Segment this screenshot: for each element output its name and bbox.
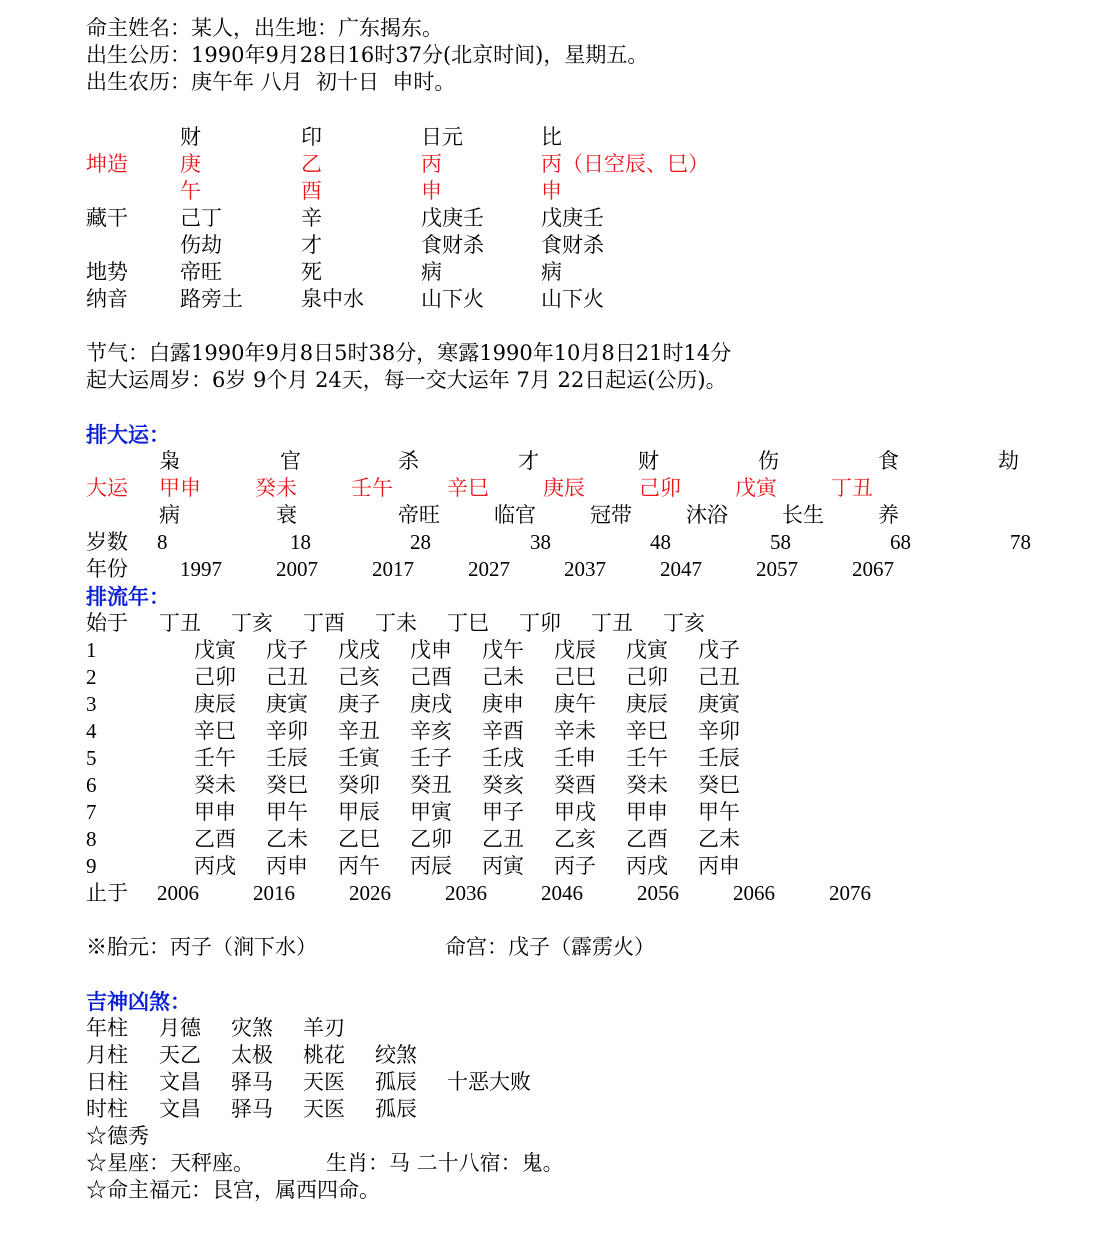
shensha-item: 天乙 <box>159 1043 201 1067</box>
liunian-row-index: 3 <box>86 692 97 716</box>
dayun-year: 2027 <box>468 557 510 581</box>
liunian-end-year: 2006 <box>157 881 199 905</box>
liunian-start-cell: 丁巳 <box>447 611 489 635</box>
dayun-stage: 冠带 <box>590 503 632 527</box>
liunian-cell: 戊戌 <box>338 638 380 662</box>
liunian-end-year: 2076 <box>829 881 871 905</box>
liunian-row-index: 1 <box>86 638 97 662</box>
liunian-cell: 乙丑 <box>482 827 524 851</box>
nayin-label: 纳音 <box>86 287 128 311</box>
liunian-end-year: 2046 <box>541 881 583 905</box>
liunian-cell: 乙酉 <box>626 827 668 851</box>
dayun-pillar: 壬午 <box>351 476 393 500</box>
dishi-cell: 病 <box>421 260 442 284</box>
pillar-stem: 丙（日空辰、巳） <box>541 152 709 176</box>
dayun-stage: 沐浴 <box>686 503 728 527</box>
liunian-cell: 甲寅 <box>410 800 452 824</box>
liunian-cell: 己酉 <box>410 665 452 689</box>
liunian-cell: 壬寅 <box>338 746 380 770</box>
liunian-start-cell: 丁卯 <box>519 611 561 635</box>
hidden-stem: 戊庚壬 <box>421 206 484 230</box>
dayun-stage: 帝旺 <box>398 503 440 527</box>
liunian-cell: 己卯 <box>194 665 236 689</box>
pillar-god: 财 <box>180 125 201 149</box>
lunar-birth-line: 出生农历：庚午年 八月 初十日 申时。 <box>86 70 456 94</box>
liunian-cell: 辛丑 <box>338 719 380 743</box>
shensha-item: 孤辰 <box>375 1097 417 1121</box>
jieqi-line: 节气：白露1990年9月8日5时38分，寒露1990年10月8日21时14分 <box>86 341 732 365</box>
liunian-cell: 戊子 <box>698 638 740 662</box>
liunian-row-index: 7 <box>86 800 97 824</box>
liunian-cell: 辛巳 <box>194 719 236 743</box>
dishi-label: 地势 <box>86 260 128 284</box>
dayun-stage: 病 <box>159 503 180 527</box>
pillar-stem: 庚 <box>180 152 201 176</box>
liunian-cell: 庚戌 <box>410 692 452 716</box>
liunian-cell: 癸卯 <box>338 773 380 797</box>
liunian-cell: 乙未 <box>266 827 308 851</box>
dishi-cell: 死 <box>301 260 322 284</box>
liunian-cell: 癸巳 <box>698 773 740 797</box>
dayun-pillar: 戊寅 <box>735 476 777 500</box>
dayun-year: 2037 <box>564 557 606 581</box>
hidden-stem: 己丁 <box>180 206 222 230</box>
liunian-cell: 辛卯 <box>266 719 308 743</box>
liunian-cell: 丙申 <box>266 854 308 878</box>
liunian-cell: 丙寅 <box>482 854 524 878</box>
liunian-cell: 辛亥 <box>410 719 452 743</box>
dayun-year: 1997 <box>180 557 222 581</box>
dayun-god: 食 <box>878 449 899 473</box>
shensha-item: 太极 <box>231 1043 273 1067</box>
liunian-cell: 丙戌 <box>194 854 236 878</box>
liunian-cell: 壬午 <box>194 746 236 770</box>
liunian-start-cell: 丁亥 <box>231 611 273 635</box>
liunian-end-year: 2066 <box>733 881 775 905</box>
liunian-cell: 庚辰 <box>626 692 668 716</box>
xingzuo: ☆星座：天秤座。 <box>86 1151 254 1175</box>
shensha-pillar-label: 月柱 <box>86 1043 128 1067</box>
dayun-stage: 长生 <box>782 503 824 527</box>
liunian-row-index: 8 <box>86 827 97 851</box>
liunian-cell: 癸丑 <box>410 773 452 797</box>
liunian-cell: 乙巳 <box>338 827 380 851</box>
liunian-title: 排流年： <box>86 584 170 609</box>
pillar-god: 印 <box>301 125 322 149</box>
liunian-cell: 庚午 <box>554 692 596 716</box>
dayun-god: 才 <box>518 449 539 473</box>
dayun-pillar: 辛巳 <box>447 476 489 500</box>
liunian-cell: 己卯 <box>626 665 668 689</box>
shensha-item: 文昌 <box>159 1070 201 1094</box>
dayun-age: 58 <box>770 530 791 554</box>
liunian-start-cell: 丁丑 <box>159 611 201 635</box>
dayun-god: 官 <box>280 449 301 473</box>
liunian-row-index: 6 <box>86 773 97 797</box>
liunian-cell: 己巳 <box>554 665 596 689</box>
liunian-cell: 癸巳 <box>266 773 308 797</box>
dayun-pillar: 甲申 <box>159 476 201 500</box>
liunian-cell: 癸未 <box>626 773 668 797</box>
dayun-pillar: 癸未 <box>255 476 297 500</box>
liunian-cell: 庚寅 <box>698 692 740 716</box>
shensha-pillar-label: 日柱 <box>86 1070 128 1094</box>
liunian-cell: 庚寅 <box>266 692 308 716</box>
liunian-cell: 乙卯 <box>410 827 452 851</box>
liunian-cell: 癸酉 <box>554 773 596 797</box>
dayun-age: 18 <box>290 530 311 554</box>
liunian-cell: 庚辰 <box>194 692 236 716</box>
liunian-cell: 乙酉 <box>194 827 236 851</box>
nayin-cell: 山下火 <box>541 287 604 311</box>
shensha-item: 桃花 <box>303 1043 345 1067</box>
liunian-end-year: 2036 <box>445 881 487 905</box>
dayun-god: 财 <box>638 449 659 473</box>
liunian-cell: 庚申 <box>482 692 524 716</box>
qiyun-line: 起大运周岁：6岁 9个月 24天，每一交大运年 7月 22日起运(公历)。 <box>86 368 727 392</box>
liunian-start-cell: 丁丑 <box>591 611 633 635</box>
liunian-cell: 壬辰 <box>698 746 740 770</box>
liunian-cell: 乙未 <box>698 827 740 851</box>
liunian-cell: 甲午 <box>266 800 308 824</box>
dayun-year: 2047 <box>660 557 702 581</box>
dishi-cell: 病 <box>541 260 562 284</box>
pillar-branch: 申 <box>541 179 562 203</box>
dishi-cell: 帝旺 <box>180 260 222 284</box>
pillar-god: 日元 <box>421 125 463 149</box>
liunian-start-cell: 丁亥 <box>663 611 705 635</box>
liunian-cell: 甲申 <box>194 800 236 824</box>
start-label: 始于 <box>86 611 128 635</box>
dayun-age: 38 <box>530 530 551 554</box>
liunian-cell: 甲辰 <box>338 800 380 824</box>
liunian-row-index: 4 <box>86 719 97 743</box>
stems-label: 坤造 <box>86 152 128 176</box>
shensha-item: 孤辰 <box>375 1070 417 1094</box>
liunian-cell: 壬申 <box>554 746 596 770</box>
minggong: 命宫：戊子（霹雳火） <box>445 935 655 959</box>
shensha-item: 绞煞 <box>375 1043 417 1067</box>
nayin-cell: 山下火 <box>421 287 484 311</box>
liunian-cell: 甲戌 <box>554 800 596 824</box>
liunian-cell: 壬辰 <box>266 746 308 770</box>
hidden-stems-label: 藏干 <box>86 206 128 230</box>
shensha-item: 驿马 <box>231 1070 273 1094</box>
hidden-god: 伤劫 <box>180 233 222 257</box>
shensha-title: 吉神凶煞： <box>86 989 191 1014</box>
dayun-title: 排大运： <box>86 422 170 447</box>
dayun-god: 枭 <box>159 449 180 473</box>
end-label: 止于 <box>86 881 128 905</box>
liunian-end-year: 2056 <box>637 881 679 905</box>
nayin-cell: 泉中水 <box>301 287 364 311</box>
shensha-item: 天医 <box>303 1097 345 1121</box>
shensha-pillar-label: 时柱 <box>86 1097 128 1121</box>
dexiu-line: ☆德秀 <box>86 1124 149 1148</box>
shensha-item: 驿马 <box>231 1097 273 1121</box>
shensha-item: 月德 <box>159 1016 201 1040</box>
shengxiao: 生肖：马 二十八宿：鬼。 <box>326 1151 564 1175</box>
hidden-god: 才 <box>301 233 322 257</box>
liunian-cell: 己丑 <box>698 665 740 689</box>
hidden-god: 食财杀 <box>541 233 604 257</box>
hidden-stem: 戊庚壬 <box>541 206 604 230</box>
liunian-cell: 甲申 <box>626 800 668 824</box>
dayun-pillar: 丁丑 <box>831 476 873 500</box>
liunian-cell: 己未 <box>482 665 524 689</box>
liunian-cell: 丙申 <box>698 854 740 878</box>
nayin-cell: 路旁土 <box>180 287 243 311</box>
shensha-item: 灾煞 <box>231 1016 273 1040</box>
dayun-year: 2007 <box>276 557 318 581</box>
dayun-stage: 衰 <box>276 503 297 527</box>
liunian-cell: 辛未 <box>554 719 596 743</box>
liunian-row-index: 5 <box>86 746 97 770</box>
liunian-cell: 丙辰 <box>410 854 452 878</box>
liunian-row-index: 2 <box>86 665 97 689</box>
liunian-cell: 癸亥 <box>482 773 524 797</box>
liunian-cell: 戊申 <box>410 638 452 662</box>
liunian-cell: 己丑 <box>266 665 308 689</box>
liunian-cell: 戊午 <box>482 638 524 662</box>
liunian-end-year: 2026 <box>349 881 391 905</box>
pillar-branch: 申 <box>421 179 442 203</box>
dayun-age: 8 <box>157 530 168 554</box>
shensha-item: 天医 <box>303 1070 345 1094</box>
liunian-cell: 壬子 <box>410 746 452 770</box>
shensha-pillar-label: 年柱 <box>86 1016 128 1040</box>
taiyuan: ※胎元：丙子（涧下水） <box>86 935 317 959</box>
liunian-cell: 丙戌 <box>626 854 668 878</box>
dayun-god: 劫 <box>998 449 1019 473</box>
liunian-cell: 丙午 <box>338 854 380 878</box>
subject-line: 命主姓名：某人，出生地：广东揭东。 <box>86 16 443 40</box>
pillar-stem: 丙 <box>421 152 442 176</box>
liunian-cell: 戊子 <box>266 638 308 662</box>
liunian-cell: 戊寅 <box>194 638 236 662</box>
liunian-cell: 乙亥 <box>554 827 596 851</box>
liunian-start-cell: 丁酉 <box>303 611 345 635</box>
hidden-god: 食财杀 <box>421 233 484 257</box>
liunian-cell: 壬午 <box>626 746 668 770</box>
solar-birth-line: 出生公历：1990年9月28日16时37分(北京时间)，星期五。 <box>86 43 649 67</box>
liunian-cell: 己亥 <box>338 665 380 689</box>
dayun-pillar: 己卯 <box>639 476 681 500</box>
hidden-stem: 辛 <box>301 206 322 230</box>
age-label: 岁数 <box>86 530 128 554</box>
liunian-cell: 戊寅 <box>626 638 668 662</box>
pillar-god: 比 <box>541 125 562 149</box>
dayun-age: 28 <box>410 530 431 554</box>
dayun-pillar: 庚辰 <box>543 476 585 500</box>
liunian-start-cell: 丁未 <box>375 611 417 635</box>
shensha-item: 十恶大败 <box>447 1070 531 1094</box>
liunian-cell: 丙子 <box>554 854 596 878</box>
dayun-age: 68 <box>890 530 911 554</box>
pillar-branch: 午 <box>180 179 201 203</box>
pillar-stem: 乙 <box>301 152 322 176</box>
liunian-cell: 戊辰 <box>554 638 596 662</box>
fuyuan-line: ☆命主福元：艮宫，属西四命。 <box>86 1178 380 1202</box>
liunian-cell: 庚子 <box>338 692 380 716</box>
liunian-cell: 甲子 <box>482 800 524 824</box>
liunian-cell: 辛巳 <box>626 719 668 743</box>
dayun-stage: 临官 <box>494 503 536 527</box>
pillar-branch: 酉 <box>301 179 322 203</box>
dayun-year: 2057 <box>756 557 798 581</box>
year-label: 年份 <box>86 557 128 581</box>
dayun-age: 48 <box>650 530 671 554</box>
liunian-cell: 辛卯 <box>698 719 740 743</box>
dayun-age: 78 <box>1010 530 1031 554</box>
dayun-year: 2017 <box>372 557 414 581</box>
dayun-god: 伤 <box>758 449 779 473</box>
dayun-god: 杀 <box>398 449 419 473</box>
shensha-item: 文昌 <box>159 1097 201 1121</box>
liunian-end-year: 2016 <box>253 881 295 905</box>
liunian-cell: 壬戌 <box>482 746 524 770</box>
dayun-label: 大运 <box>86 476 128 500</box>
dayun-year: 2067 <box>852 557 894 581</box>
liunian-row-index: 9 <box>86 854 97 878</box>
liunian-cell: 辛酉 <box>482 719 524 743</box>
dayun-stage: 养 <box>878 503 899 527</box>
liunian-cell: 甲午 <box>698 800 740 824</box>
liunian-cell: 癸未 <box>194 773 236 797</box>
shensha-item: 羊刃 <box>303 1016 345 1040</box>
